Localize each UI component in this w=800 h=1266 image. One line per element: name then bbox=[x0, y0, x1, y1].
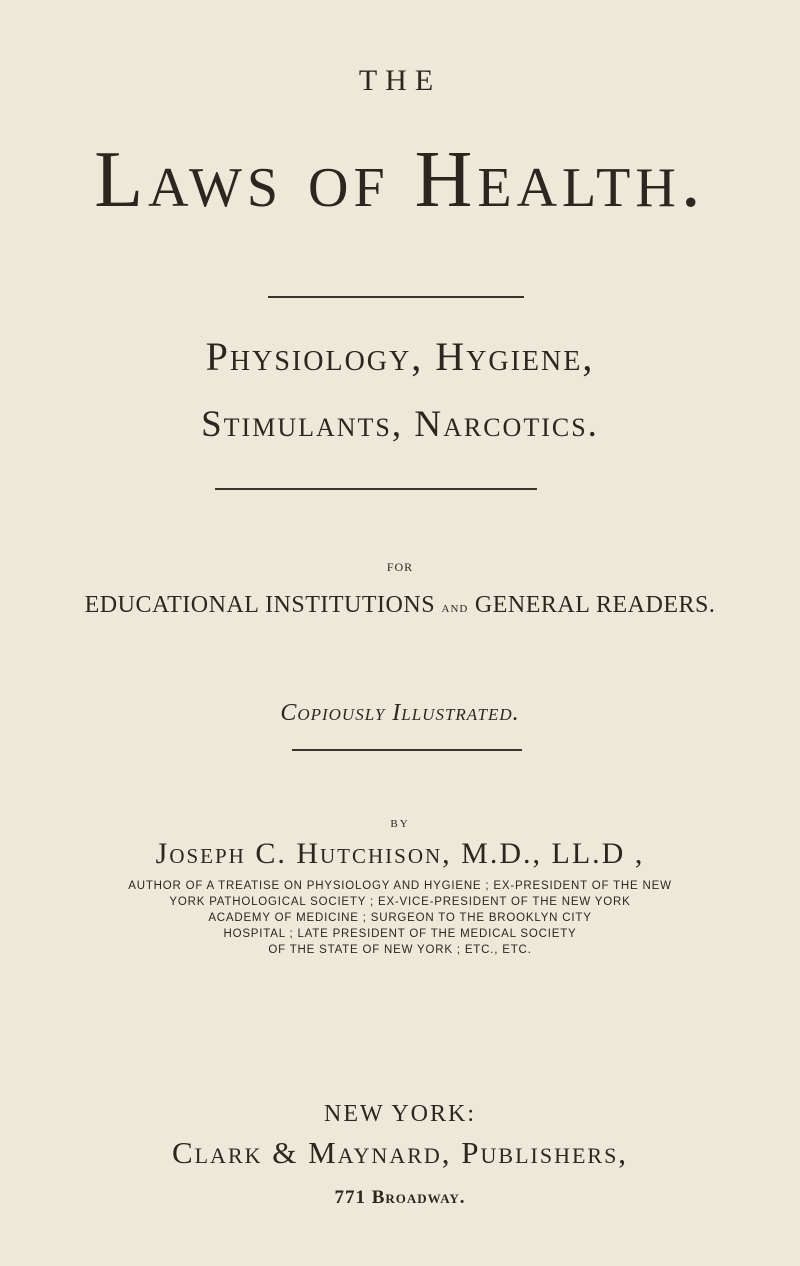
audience-line bbox=[0, 592, 800, 619]
author-credentials-line: ACADEMY OF MEDICINE ; SURGEON TO THE BROOKLYN CITY bbox=[208, 912, 592, 924]
title-article: THE bbox=[358, 64, 442, 97]
subtitle-line-1: Physiology, Hygiene, bbox=[205, 334, 595, 379]
for-label: FOR bbox=[386, 560, 414, 574]
illustrated-note: Copiously Illustrated. bbox=[280, 700, 520, 726]
author-name: Joseph C. Hutchison, M.D., LL.D , bbox=[155, 837, 645, 870]
author-credentials-line: OF THE STATE OF NEW YORK ; ETC., ETC. bbox=[268, 944, 532, 956]
divider-rule bbox=[215, 488, 537, 490]
publication-city: NEW YORK: bbox=[324, 1101, 476, 1127]
author-credentials-line: AUTHOR OF A TREATISE ON PHYSIOLOGY AND HYGIENE ; EX-PRESIDENT OF THE NEW bbox=[128, 880, 672, 892]
divider-rule bbox=[268, 296, 524, 298]
author-credentials-line: YORK PATHOLOGICAL SOCIETY ; EX-VICE-PRESIDENT OF THE NEW YORK bbox=[169, 896, 631, 908]
publisher-name: Clark & Maynard, Publishers, bbox=[171, 1135, 629, 1170]
by-label: BY bbox=[390, 818, 410, 830]
publisher-address: 771 Broadway. bbox=[334, 1187, 466, 1208]
audience-and: and bbox=[441, 600, 469, 616]
divider-rule bbox=[292, 749, 522, 751]
book-title: Laws of Health. bbox=[94, 136, 706, 224]
audience-part-1: EDUCATIONAL INSTITUTIONS bbox=[84, 592, 436, 618]
subtitle-line-2: Stimulants, Narcotics. bbox=[201, 404, 599, 445]
author-credentials-line: HOSPITAL ; LATE PRESIDENT OF THE MEDICAL SOCIETY bbox=[223, 928, 577, 940]
audience-part-2: GENERAL READERS. bbox=[474, 592, 716, 618]
